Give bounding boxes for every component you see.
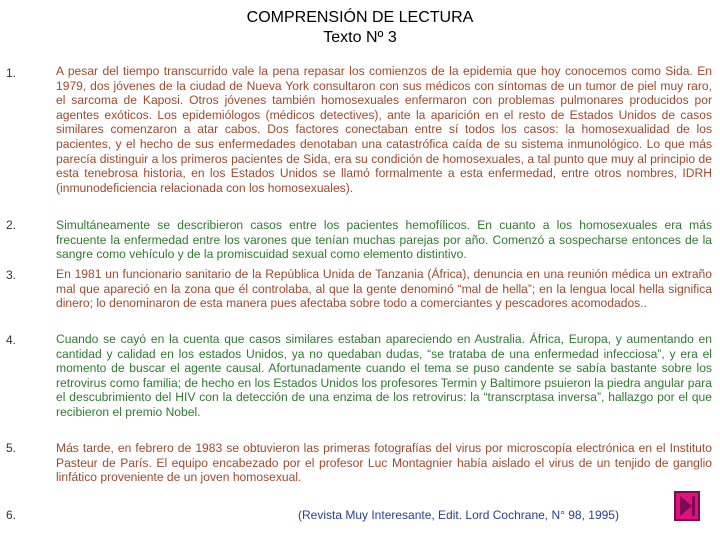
skip-forward-icon xyxy=(676,493,698,519)
next-slide-button[interactable] xyxy=(674,491,700,521)
page-title xyxy=(0,8,720,48)
item-number-6: 6. xyxy=(6,508,17,522)
item-number-3: 3. xyxy=(6,268,17,282)
item-number-1: 1. xyxy=(6,66,17,80)
item-number-4: 4. xyxy=(6,333,17,347)
citation: (Revista Muy Interesante, Edit. Lord Cochrane, N° 98, 1995) xyxy=(298,508,619,522)
item-number-5: 5. xyxy=(6,441,17,455)
title-line-2: Texto Nº 3 xyxy=(323,29,397,46)
paragraph-3: En 1981 un funcionario sanitario de la República Unida de Tanzania (África), denuncia en una reunión médica un extraño mal que apareció en la zona que él controlaba, al que la gente denominó “mal de hella”; en la lengua local hella significa dinero; lo denominaron de esta manera pues afectaba sobre todo a comerciantes y pescadores acomodados.. xyxy=(56,267,712,311)
item-number-2: 2. xyxy=(6,218,17,232)
paragraph-2: Simultáneamente se describieron casos entre los pacientes hemofílicos. En cuanto a los homosexuales era más frecuente la enfermedad entre los varones que tenían muchas parejas por año. Comenzó a sospecharse entonces de la sangre como vehículo y de la promiscuidad sexual como elemento distintivo. xyxy=(56,218,712,262)
paragraph-1: A pesar del tiempo transcurrido vale la pena repasar los comienzos de la epidemia que hoy conocemos como Sida. En 1979, dos jóvenes de la ciudad de Nueva York consultaron con sus médicos con síntomas de un tumor de piel muy raro, el sarcoma de Kaposi. Otros jóvenes también homosexuales enfermaron con problemas pulmonares producidos por agentes exóticos. Los epidemiólogos (médicos detectives), ante la aparición en el resto de Estados Unidos de casos similares comenzaron a atar cabos. Dos factores conectaban entre sí todos los casos: la homosexualidad de los pacientes, y el hecho de sus enfermedades denotaban una catastrófica caída de su sistema inmunológico. Lo que más parecía distinguir a los primeros pacientes de Sida, era su condición de homosexuales, a tal punto que muy al principio de esta tenebrosa historia, en los Estados Unidos se llamó formalmente a esta enfermedad, entre otros nombres, IDRH (inmunodeficiencia relacionada con los homosexuales). xyxy=(56,64,712,195)
paragraph-4: Cuando se cayó en la cuenta que casos similares estaban apareciendo en Australia. África, Europa, y aumentando en cantidad y calidad en los estados Unidos, ya no quedaban dudas, “se trataba de una enfermedad infecciosa”, y era el momento de buscar el agente causal. Afortunadamente cuando el tema se puso candente se sabía bastante sobre los retrovirus como familia; de hecho en los Estados Unidos los profesores Termin y Baltimore psuieron la piedra angular para el descubrimiento del HIV con la detección de una enzima de los retrovirus: la “transcrptasa inversa”, hallazgo por el que recibieron el premio Nobel. xyxy=(56,332,712,419)
title-line-1: COMPRENSIÓN DE LECTURA xyxy=(246,9,474,26)
paragraph-5: Más tarde, en febrero de 1983 se obtuvieron las primeras fotografías del virus por microscopía electrónica en el Instituto Pasteur de París. El equipo encabezado por el profesor Luc Montagnier había aislado el virus de un tenjido de ganglio linfático proveniente de un joven homosexual. xyxy=(56,441,712,485)
